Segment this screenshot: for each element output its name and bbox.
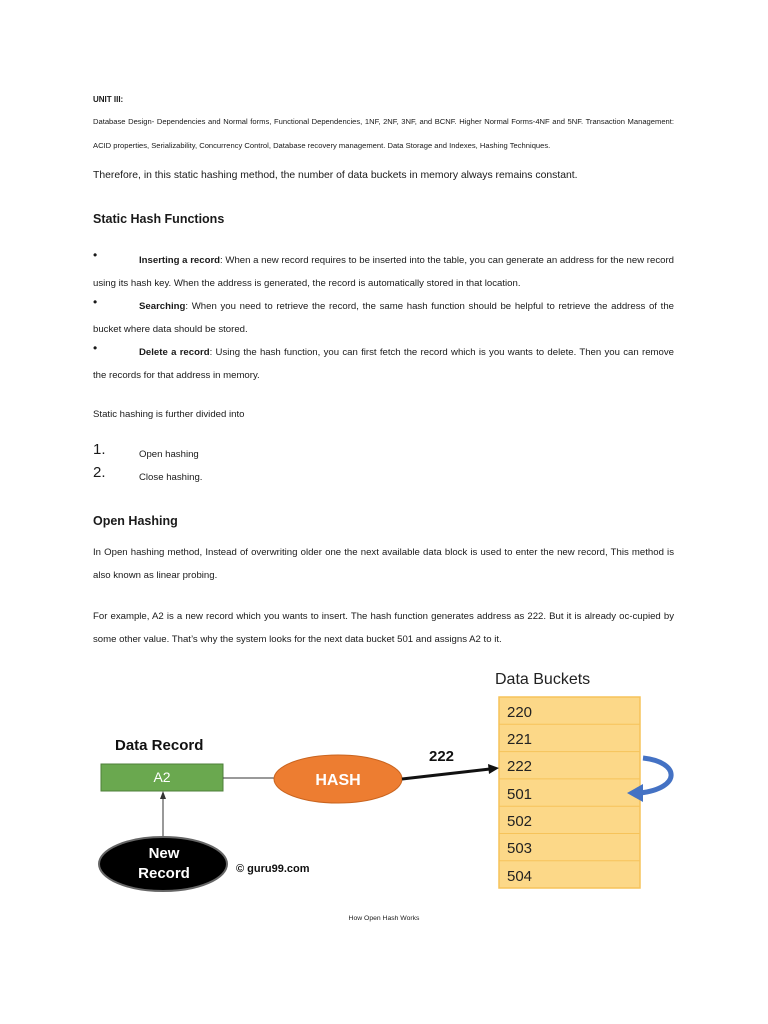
unit-title: UNIT III: (93, 95, 124, 104)
bullet-dot: • (93, 341, 98, 355)
static-hash-heading: Static Hash Functions (93, 212, 225, 226)
divided-text: Static hashing is further divided into (93, 409, 245, 420)
new-record-line1: New (148, 845, 180, 862)
open-hash-diagram (0, 660, 768, 910)
bullet-dot: • (93, 248, 98, 262)
hash-output-label: 222 (429, 748, 455, 765)
open-hashing-paragraph-2: For example, A2 is a new record which you wants to insert. The hash function generates address as 222. But it is already oc-cupied by some other value. That’s why the system looks for the next data bucket 501 and assigns A2 to it. (93, 611, 674, 645)
bullet-text: : Using the hash function, you can first fetch the record which is you wants to delete. Then you can remove the records for that address in memory. (93, 347, 674, 381)
list-item-open-hashing: Open hashing (139, 449, 199, 460)
bullet-term: Delete a record (139, 347, 210, 358)
bullet-term: Searching (139, 301, 186, 312)
bucket-222: 222 (507, 758, 533, 775)
new-record-arrowhead (160, 791, 166, 799)
list-item-close-hashing: Close hashing. (139, 472, 203, 483)
bucket-502: 502 (507, 813, 533, 830)
record-a2-label: A2 (153, 769, 171, 785)
bullet-dot: • (93, 295, 98, 309)
bullet-text: : When a new record requires to be inserted into the table, you can generate an address for the new record using its hash key. When the address is generated, the record is automatically stored in that location. (93, 255, 674, 289)
bucket-504: 504 (507, 868, 533, 885)
unit-description: Database Design- Dependencies and Normal forms, Functional Dependencies, 1NF, 2NF, 3NF, and BCNF. Higher Normal Forms-4NF and 5NF. Transaction Management: ACID properties, Serializability, Concurrency Control, Database recovery management. Data Storage and Indexes, Hashing Techniques. (93, 117, 674, 150)
hash-label: HASH (315, 772, 361, 789)
bullet-term: Inserting a record (139, 255, 221, 266)
open-hashing-heading: Open Hashing (93, 514, 178, 528)
bullet-delete (93, 341, 674, 387)
list-number: 1. (93, 441, 106, 458)
bullet-text: : When you need to retrieve the record, the same hash function should be helpful to retrieve the address of the bucket where data should be stored. (93, 301, 674, 335)
bucket-column (499, 697, 640, 888)
new-record-line2: Record (138, 865, 190, 882)
intro-paragraph: Therefore, in this static hashing method, the number of data buckets in memory always remains constant. (93, 170, 578, 181)
open-hashing-paragraph-1: In Open hashing method, Instead of overwriting older one the next available data block is used to enter the new record, This method is also known as linear probing. (93, 547, 674, 581)
probe-curve (640, 758, 671, 793)
figure-caption: How Open Hash Works (348, 915, 420, 922)
bucket-220: 220 (507, 704, 533, 721)
guru99-watermark: © guru99.com (236, 863, 310, 875)
bucket-221: 221 (507, 731, 533, 748)
bullet-inserting (93, 249, 674, 295)
hash-to-bucket-arrow (402, 769, 490, 779)
bucket-503: 503 (507, 840, 533, 857)
hash-arrowhead (488, 764, 499, 774)
bullet-searching (93, 295, 674, 341)
buckets-title: Data Buckets (495, 671, 591, 688)
bucket-501: 501 (507, 786, 533, 803)
list-number: 2. (93, 464, 106, 481)
data-record-label: Data Record (115, 737, 204, 754)
